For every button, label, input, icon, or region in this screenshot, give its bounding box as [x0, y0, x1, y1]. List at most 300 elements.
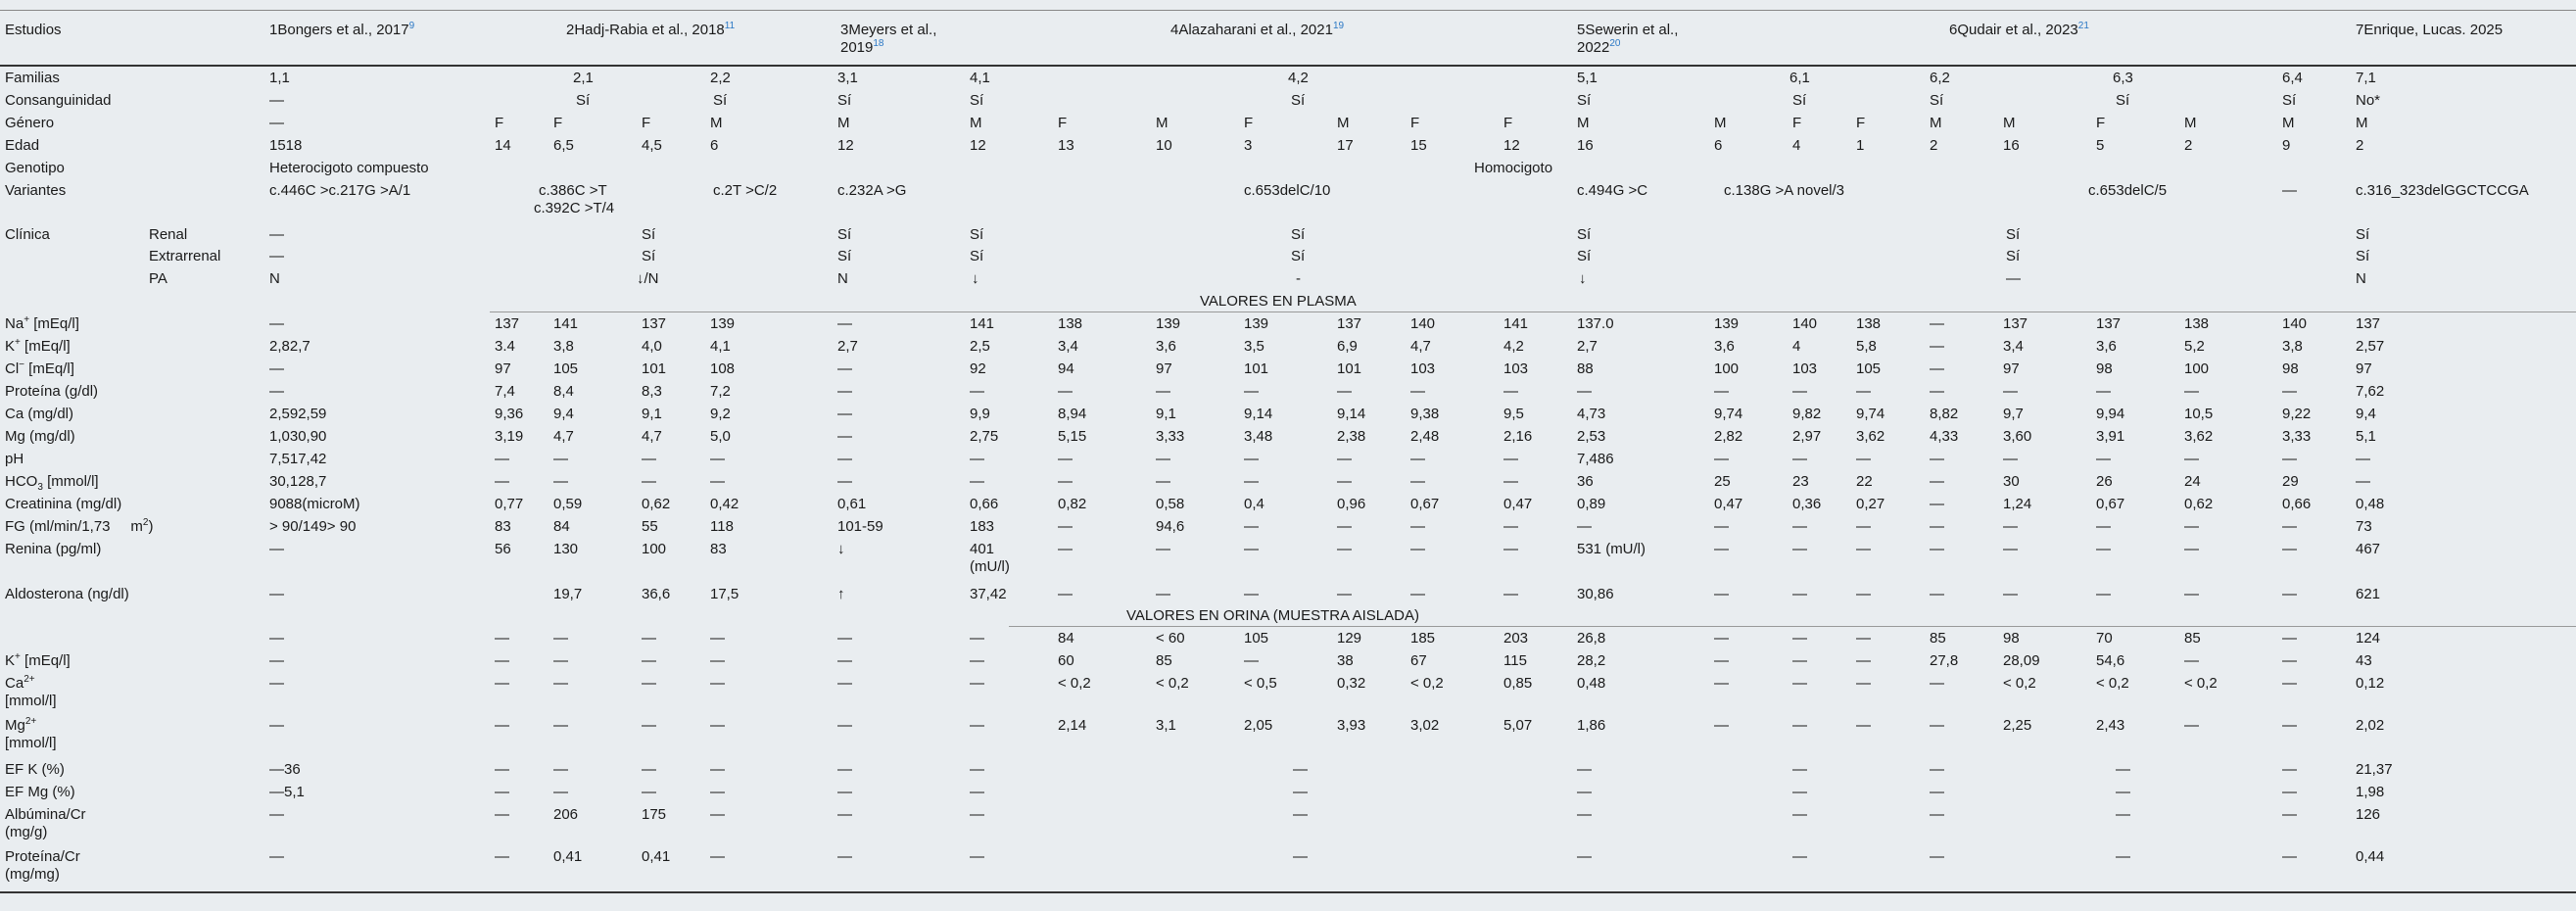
genero-cell: M: [1156, 115, 1169, 131]
mg_orina-cell: —: [269, 717, 284, 734]
prot-cell: —: [1244, 383, 1259, 400]
prot-cell: —: [1714, 383, 1729, 400]
k_orina-cell: 60: [1058, 652, 1074, 669]
ph-cell: —: [495, 451, 509, 467]
k_orina-cell: 85: [1156, 652, 1172, 669]
cell: Sí: [2356, 248, 2370, 264]
mg-cell: 4,7: [642, 428, 662, 445]
k_orina-cell: —: [1714, 652, 1729, 669]
na_orina-cell: < 60: [1156, 630, 1185, 647]
row-label-ph: pH: [5, 451, 24, 467]
fg-cell: —: [1244, 518, 1259, 535]
ph-cell: —: [1503, 451, 1518, 467]
mg-cell: 3,19: [495, 428, 524, 445]
aldo-cell: 17,5: [710, 586, 739, 602]
fg-cell: —: [1856, 518, 1871, 535]
efmg-cell: —: [710, 784, 725, 800]
na_orina-cell: 124: [2356, 630, 2381, 647]
hco-cell: —: [970, 473, 984, 490]
cell: ↓: [837, 541, 845, 557]
mg-cell: —: [837, 428, 852, 445]
hco-cell: —: [2356, 473, 2370, 490]
protcr-cell: —: [1792, 848, 1807, 865]
prot-cell: —: [269, 383, 284, 400]
aldo-cell: 19,7: [553, 586, 583, 602]
na-cell: 137: [495, 315, 520, 332]
cell: c.446C >c.217G >A/1: [269, 182, 411, 199]
cell: Sí: [1291, 92, 1306, 109]
ca_orina-cell: —: [1930, 675, 1944, 692]
row-label-genero: Género: [5, 115, 55, 131]
cell: Sí: [970, 226, 984, 243]
renina-cell: 467: [2356, 541, 2381, 557]
cell: Sí: [1577, 248, 1592, 264]
cl-cell: 98: [2096, 360, 2113, 377]
renina-cell: —: [1337, 541, 1352, 557]
cell: c.392C >T/4: [534, 200, 615, 216]
ca_orina-cell: 0,12: [2356, 675, 2385, 692]
renina-cell: —: [1714, 541, 1729, 557]
mg_orina-cell: 1,86: [1577, 717, 1606, 734]
cell: Homocigoto: [1474, 160, 1553, 176]
mg-cell: 4,33: [1930, 428, 1959, 445]
cell: 4,1: [970, 70, 990, 86]
na_orina-cell: —: [642, 630, 656, 647]
renina-cell: —: [2282, 541, 2297, 557]
genero-cell: F: [495, 115, 504, 131]
cell: c.316_323delGGCTCCGA: [2356, 182, 2529, 199]
mg-cell: 2,48: [1410, 428, 1440, 445]
ca_orina-cell: —: [269, 675, 284, 692]
aldo-cell: —: [1410, 586, 1425, 602]
k-cell: —: [1930, 338, 1944, 355]
prot-cell: —: [837, 383, 852, 400]
ca-cell: 9,14: [1337, 406, 1366, 422]
na_orina-cell: 105: [1244, 630, 1269, 647]
ca_orina-cell: < 0,5: [1244, 675, 1277, 692]
efmg-cell: —: [2116, 784, 2130, 800]
k_orina-cell: —: [2282, 652, 2297, 669]
study-5-header: 5Sewerin et al., 2022$^{20}$: [1577, 22, 1679, 56]
renina-cell: —: [1792, 541, 1807, 557]
k-cell: 5,2: [2184, 338, 2205, 355]
mg_orina-cell: —: [837, 717, 852, 734]
k_orina-cell: —: [970, 652, 984, 669]
ca-cell: 4,73: [1577, 406, 1606, 422]
na_orina-cell: 203: [1503, 630, 1529, 647]
mg_orina-cell: 5,07: [1503, 717, 1533, 734]
k-cell: 3,4: [1058, 338, 1078, 355]
cl-cell: 97: [2003, 360, 2020, 377]
edad-cell: 2: [2356, 137, 2364, 154]
prot-cell: 8,3: [642, 383, 662, 400]
protcr-cell: —: [710, 848, 725, 865]
prot-cell: —: [1792, 383, 1807, 400]
cell: 6,2: [1930, 70, 1950, 86]
ph-cell: —: [1856, 451, 1871, 467]
fg-cell: —: [1714, 518, 1729, 535]
cell: Sí: [2006, 248, 2021, 264]
renina-cell: —: [2003, 541, 2018, 557]
efk-cell: —: [553, 761, 568, 778]
na-cell: 137.0: [1577, 315, 1614, 332]
k-cell: 3,5: [1244, 338, 1264, 355]
cl-cell: 101: [1244, 360, 1269, 377]
ca-cell: —: [837, 406, 852, 422]
mg_orina-cell: 3,02: [1410, 717, 1440, 734]
hco-cell: —: [553, 473, 568, 490]
creat-cell: 0,58: [1156, 496, 1185, 512]
cl-cell: —: [837, 360, 852, 377]
edad-cell: 10: [1156, 137, 1172, 154]
row-label-k: K+ [mEq/l]: [5, 337, 71, 355]
creat-cell: 0,66: [970, 496, 999, 512]
ph-cell: —: [837, 451, 852, 467]
k_orina-cell: —: [710, 652, 725, 669]
prot-cell: —: [2096, 383, 2111, 400]
k-cell: 4,0: [642, 338, 662, 355]
na-cell: 137: [2003, 315, 2028, 332]
top-rule: [0, 10, 2576, 11]
row-label-proteina-cr: Proteína/Cr (mg/mg): [5, 848, 80, 883]
row-label-renina: Renina (pg/ml): [5, 541, 102, 557]
row-label-cl: Cl− [mEq/l]: [5, 360, 74, 377]
k_orina-cell: —: [1244, 652, 1259, 669]
genero-cell: F: [553, 115, 563, 131]
edad-cell: 15: [1410, 137, 1427, 154]
cell: Sí: [970, 92, 984, 109]
ph-cell: —: [2096, 451, 2111, 467]
cell: 6,3: [2113, 70, 2133, 86]
cell: No*: [2356, 92, 2381, 109]
creat-cell: 0,62: [642, 496, 671, 512]
row-label-ca: Ca (mg/dl): [5, 406, 74, 422]
hco-cell: —: [1058, 473, 1073, 490]
cell: -: [1296, 270, 1301, 287]
prot-cell: —: [1930, 383, 1944, 400]
na_orina-cell: 26,8: [1577, 630, 1606, 647]
mg_orina-cell: 3,1: [1156, 717, 1176, 734]
cell: Sí: [1930, 92, 1944, 109]
ca-cell: 9,7: [2003, 406, 2024, 422]
cell: c.653delC/5: [2088, 182, 2168, 199]
genero-cell: F: [1792, 115, 1802, 131]
mg_orina-cell: —: [642, 717, 656, 734]
cl-cell: 103: [1410, 360, 1436, 377]
cell: 1518: [269, 137, 303, 154]
cell: Sí: [576, 92, 591, 109]
mg_orina-cell: —: [2282, 717, 2297, 734]
cl-cell: 105: [553, 360, 579, 377]
prot-cell: —: [970, 383, 984, 400]
mg-cell: 2,53: [1577, 428, 1606, 445]
fg-cell: 94,6: [1156, 518, 1185, 535]
cell: —: [2282, 182, 2297, 199]
protcr-cell: —: [495, 848, 509, 865]
row-label-aldosterona: Aldosterona (ng/dl): [5, 586, 129, 602]
ph-cell: —: [553, 451, 568, 467]
genero-cell: M: [2184, 115, 2197, 131]
aldo-cell: 621: [2356, 586, 2381, 602]
mg-cell: 3,33: [2282, 428, 2312, 445]
protcr-cell: —: [970, 848, 984, 865]
prot-cell: —: [1503, 383, 1518, 400]
na-cell: 139: [710, 315, 736, 332]
cell: Sí: [642, 226, 656, 243]
cell: Sí: [2356, 226, 2370, 243]
cell: Heterocigoto compuesto: [269, 160, 429, 176]
study-4-header: 4Alazaharani et al., 2021$^{19}$: [1170, 21, 1345, 38]
k-cell: 3,6: [1156, 338, 1176, 355]
prot-cell: —: [1577, 383, 1592, 400]
ph-cell: —: [970, 451, 984, 467]
alb-cell: 126: [2356, 806, 2381, 823]
alb-cell: —: [710, 806, 725, 823]
genero-cell: M: [1930, 115, 1942, 131]
edad-cell: 5: [2096, 137, 2105, 154]
cell: 101-59: [837, 518, 883, 535]
k_orina-cell: —: [1792, 652, 1807, 669]
k-cell: 3,8: [553, 338, 574, 355]
ca_orina-cell: —: [1856, 675, 1871, 692]
edad-cell: 9: [2282, 137, 2291, 154]
k_orina-cell: 28,2: [1577, 652, 1606, 669]
cell: Sí: [2282, 92, 2297, 109]
prot-cell: —: [2184, 383, 2199, 400]
alb-cell: 206: [553, 806, 579, 823]
prot-cell: —: [1337, 383, 1352, 400]
k_orina-cell: —: [2184, 652, 2199, 669]
cell: Sí: [837, 248, 852, 264]
na_orina-cell: —: [553, 630, 568, 647]
cell: Sí: [1291, 226, 1306, 243]
k-cell: 2,57: [2356, 338, 2385, 355]
creat-cell: —: [1930, 496, 1944, 512]
cell: Sí: [2006, 226, 2021, 243]
mg-cell: 5,1: [2356, 428, 2376, 445]
na_orina-cell: 98: [2003, 630, 2020, 647]
k_orina-cell: —: [269, 652, 284, 669]
mg-cell: 3,91: [2096, 428, 2125, 445]
efmg-cell: —: [970, 784, 984, 800]
k_orina-cell: 54,6: [2096, 652, 2125, 669]
aldo-cell: —: [2282, 586, 2297, 602]
fg-cell: 83: [495, 518, 511, 535]
k_orina-cell: 38: [1337, 652, 1354, 669]
ca-cell: 9,1: [1156, 406, 1176, 422]
cell: N: [837, 270, 848, 287]
mg-cell: 2,82: [1714, 428, 1743, 445]
cl-cell: —: [269, 360, 284, 377]
creat-cell: 0,42: [710, 496, 739, 512]
genero-cell: M: [1337, 115, 1350, 131]
study-3-header: 3Meyers et al., 2019$^{18}$: [840, 22, 937, 56]
cl-cell: 88: [1577, 360, 1594, 377]
creat-cell: 0,67: [2096, 496, 2125, 512]
row-label-mg: Mg (mg/dl): [5, 428, 75, 445]
edad-cell: 2: [1930, 137, 1938, 154]
fg-cell: —: [2096, 518, 2111, 535]
cell: > 90/149> 90: [269, 518, 357, 535]
row-label-k-orina: K+ [mEq/l]: [5, 651, 71, 669]
mg-cell: 4,7: [553, 428, 574, 445]
genero-cell: M: [2282, 115, 2295, 131]
row-label-albumina: Albúmina/Cr (mg/g): [5, 806, 86, 840]
ca_orina-cell: < 0,2: [2184, 675, 2218, 692]
k-cell: 4: [1792, 338, 1801, 355]
efk-cell: —: [1577, 761, 1592, 778]
row-label-consanguinidad: Consanguinidad: [5, 92, 112, 109]
k-cell: 2,7: [1577, 338, 1598, 355]
aldo-cell: —: [1930, 586, 1944, 602]
cell: 2,2: [710, 70, 731, 86]
section-plasma: VALORES EN PLASMA: [1200, 293, 1357, 310]
cell: c.653delC/10: [1244, 182, 1331, 199]
protcr-cell: —: [269, 848, 284, 865]
efk-cell: —: [2116, 761, 2130, 778]
mg-cell: 3,33: [1156, 428, 1185, 445]
na-cell: 139: [1244, 315, 1269, 332]
cell: Sí: [837, 92, 852, 109]
cl-cell: 108: [710, 360, 736, 377]
k_orina-cell: 115: [1503, 652, 1527, 669]
k-cell: 3,4: [2003, 338, 2024, 355]
na-cell: 138: [1856, 315, 1882, 332]
hco-cell: 25: [1714, 473, 1731, 490]
cell: ↓/N: [637, 270, 659, 287]
ca_orina-cell: —: [837, 675, 852, 692]
study-1-header: 1Bongers et al., 2017$^9$: [269, 21, 415, 38]
ph-cell: —: [2003, 451, 2018, 467]
cell: Sí: [837, 226, 852, 243]
prot-cell: 7,4: [495, 383, 515, 400]
ca_orina-cell: —: [1714, 675, 1729, 692]
mg_orina-cell: —: [710, 717, 725, 734]
edad-cell: 17: [1337, 137, 1354, 154]
cell: (mU/l): [970, 558, 1010, 575]
row-label-mg-orina: $Mg^{2+}$ [mmol/l]: [5, 716, 57, 751]
efmg-cell: 1,98: [2356, 784, 2385, 800]
mg-cell: 5,15: [1058, 428, 1087, 445]
prot-cell: —: [1410, 383, 1425, 400]
edad-cell: 4: [1792, 137, 1801, 154]
efmg-cell: —: [1293, 784, 1308, 800]
ca-cell: 9,36: [495, 406, 524, 422]
na-cell: 137: [642, 315, 667, 332]
section-orina: VALORES EN ORINA (MUESTRA AISLADA): [1126, 607, 1419, 624]
hco-cell: —: [642, 473, 656, 490]
k_orina-cell: —: [642, 652, 656, 669]
creat-cell: 1,24: [2003, 496, 2032, 512]
hco-cell: —: [1410, 473, 1425, 490]
row-label-efk: EF K (%): [5, 761, 65, 778]
ca-cell: 9,74: [1856, 406, 1885, 422]
edad-cell: 4,5: [642, 137, 662, 154]
mg_orina-cell: —: [1930, 717, 1944, 734]
bottom-rule: [0, 891, 2576, 893]
cell: ↓: [1579, 270, 1587, 287]
mg-cell: 3,48: [1244, 428, 1273, 445]
creat-cell: 0,4: [1244, 496, 1264, 512]
ca_orina-cell: —: [642, 675, 656, 692]
edad-cell: 12: [970, 137, 986, 154]
efmg-cell: —: [553, 784, 568, 800]
mg_orina-cell: 2,14: [1058, 717, 1087, 734]
ca-cell: 9,1: [642, 406, 662, 422]
ca-cell: 9,94: [2096, 406, 2125, 422]
efk-cell: —: [495, 761, 509, 778]
ph-cell: —: [1792, 451, 1807, 467]
edad-cell: 6: [1714, 137, 1723, 154]
cell: 1,030,90: [269, 428, 327, 445]
creat-cell: 0,62: [2184, 496, 2214, 512]
alb-cell: —: [970, 806, 984, 823]
na-cell: 139: [1714, 315, 1740, 332]
cell: 9088(microM): [269, 496, 360, 512]
na-cell: 138: [1058, 315, 1083, 332]
na-cell: —: [837, 315, 852, 332]
cl-cell: 101: [1337, 360, 1362, 377]
row-label-genotipo: Genotipo: [5, 160, 65, 176]
protcr-cell: —: [1930, 848, 1944, 865]
cell: 401: [970, 541, 995, 557]
na-cell: 139: [1156, 315, 1181, 332]
na-cell: 137: [2356, 315, 2381, 332]
genero-cell: F: [1058, 115, 1068, 131]
efk-cell: —: [970, 761, 984, 778]
hco-cell: —: [1244, 473, 1259, 490]
edad-cell: 1: [1856, 137, 1865, 154]
na_orina-cell: —: [970, 630, 984, 647]
efk-cell: —: [642, 761, 656, 778]
cell: Sí: [713, 92, 728, 109]
edad-cell: 14: [495, 137, 511, 154]
fg-cell: —: [1503, 518, 1518, 535]
mg_orina-cell: —: [970, 717, 984, 734]
ca_orina-cell: 0,48: [1577, 675, 1606, 692]
cl-cell: —: [1930, 360, 1944, 377]
renina-cell: —: [2096, 541, 2111, 557]
mg_orina-cell: —: [2184, 717, 2199, 734]
fg-cell: —: [1792, 518, 1807, 535]
efk-cell: —: [837, 761, 852, 778]
hco-cell: —: [1337, 473, 1352, 490]
hco-cell: —: [1156, 473, 1170, 490]
efmg-cell: —: [2282, 784, 2297, 800]
edad-cell: 2: [2184, 137, 2193, 154]
edad-cell: 6,5: [553, 137, 574, 154]
creat-cell: 0,82: [1058, 496, 1087, 512]
protcr-cell: —: [1577, 848, 1592, 865]
edad-cell: 12: [1503, 137, 1520, 154]
creat-cell: 0,77: [495, 496, 524, 512]
alb-cell: —: [269, 806, 284, 823]
na-cell: 140: [1792, 315, 1818, 332]
aldo-cell: 30,86: [1577, 586, 1614, 602]
mg-cell: 3,60: [2003, 428, 2032, 445]
cell: —: [269, 226, 284, 243]
creat-cell: 0,47: [1503, 496, 1533, 512]
na_orina-cell: —: [837, 630, 852, 647]
genero-cell: F: [642, 115, 651, 131]
cell: 2,1: [573, 70, 594, 86]
cell: c.232A >G: [837, 182, 907, 199]
cell: N: [2356, 270, 2366, 287]
genero-cell: M: [2356, 115, 2368, 131]
na_orina-cell: 70: [2096, 630, 2113, 647]
aldo-cell: —: [1337, 586, 1352, 602]
efmg-cell: —: [1577, 784, 1592, 800]
